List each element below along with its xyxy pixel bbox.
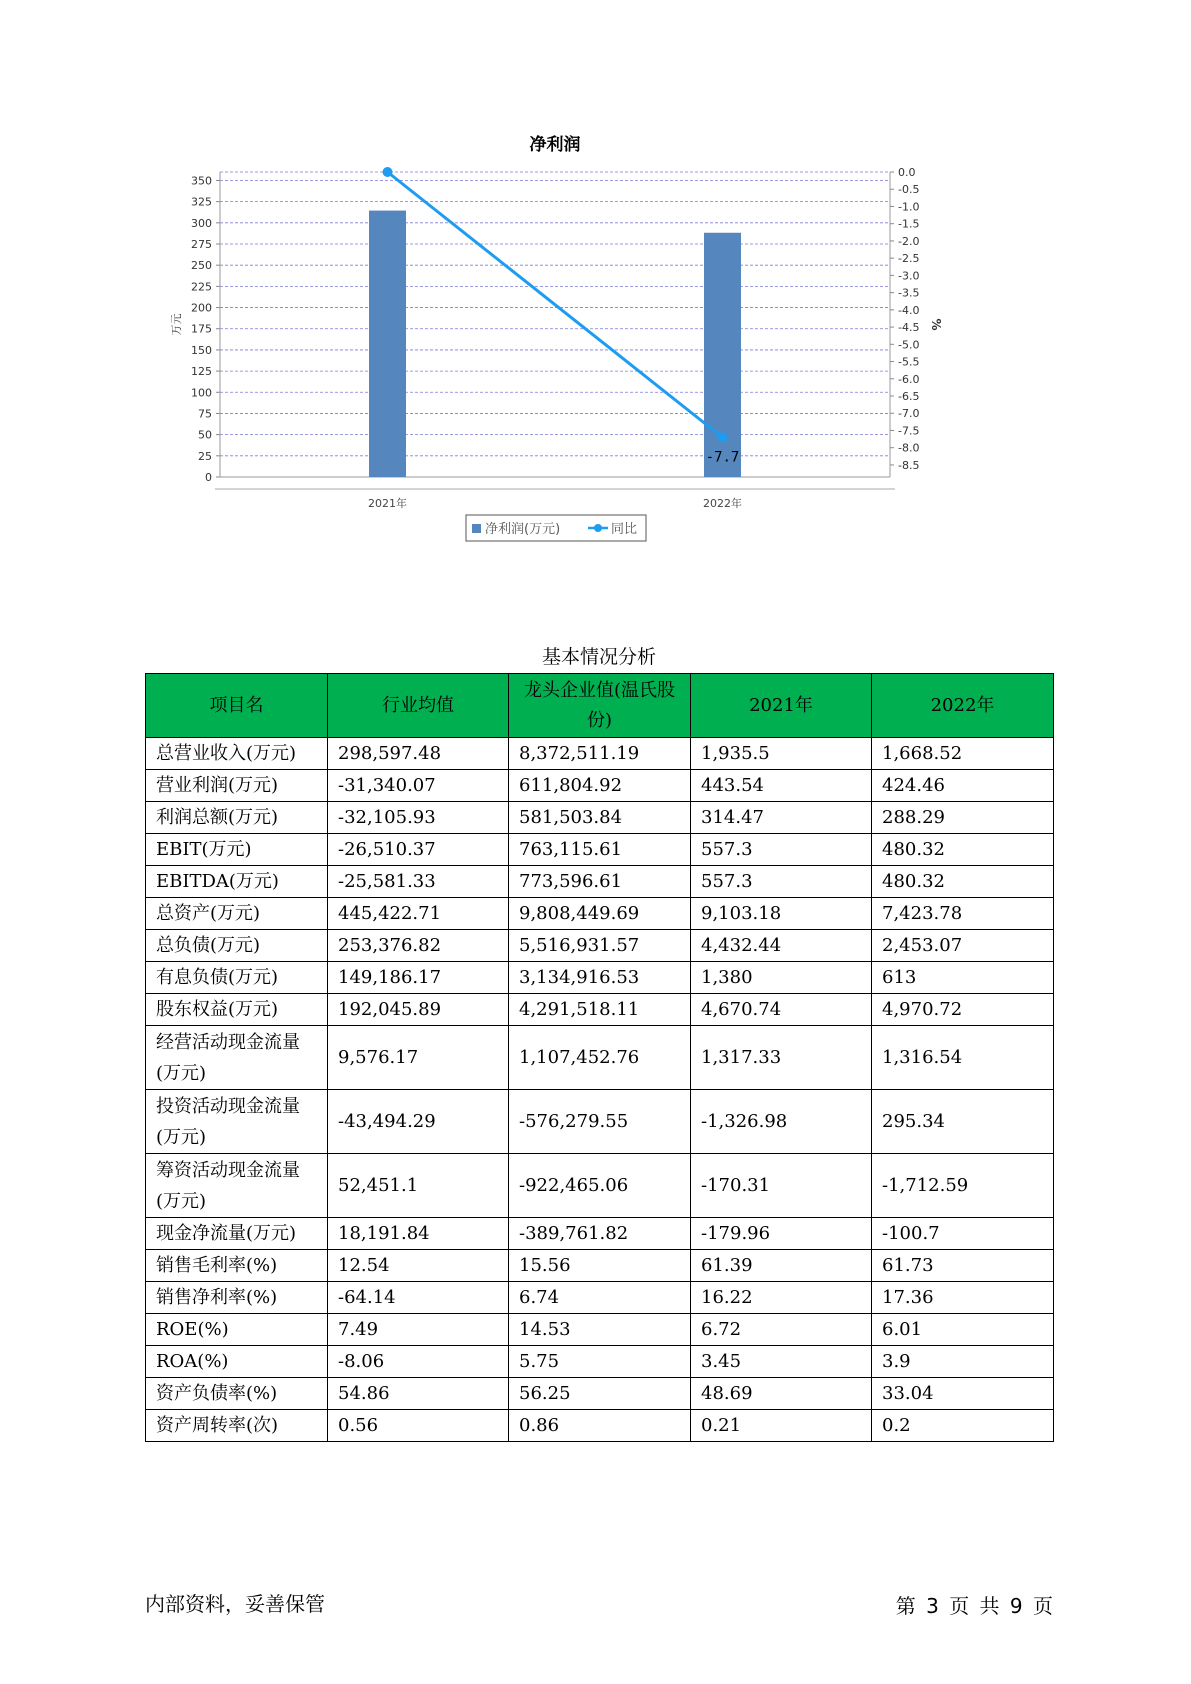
y2-tick-label: -1.0	[898, 200, 920, 214]
page-number	[896, 1590, 1053, 1619]
row-value: -1,326.98	[691, 1090, 872, 1154]
legend-swatch-bar	[472, 524, 481, 533]
row-value: -43,494.29	[328, 1090, 509, 1154]
row-value: 314.47	[691, 802, 872, 834]
table-row	[146, 866, 1054, 898]
row-value: 5,516,931.57	[509, 930, 691, 962]
y-tick-label: 300	[191, 216, 212, 230]
y2-tick-label: -7.0	[898, 407, 920, 421]
row-value: 6.74	[509, 1282, 691, 1314]
y-tick-label: 325	[191, 195, 212, 209]
yoy-point	[383, 167, 393, 177]
y2-tick-label: -6.0	[898, 372, 920, 386]
chart-title: 净利润	[529, 135, 581, 155]
header-industry-average: 行业均值	[328, 674, 509, 738]
footer-confidential-note: 内部资料，妥善保管	[145, 1592, 325, 1616]
table-header-row	[146, 674, 1054, 738]
row-label: 股东权益(万元)	[146, 994, 328, 1026]
row-value: -576,279.55	[509, 1090, 691, 1154]
y-tick-label: 0	[205, 471, 212, 484]
row-value: -26,510.37	[328, 834, 509, 866]
basic-analysis-table	[145, 673, 1054, 1442]
y2-tick-label: -2.0	[898, 234, 920, 248]
row-value: -25,581.33	[328, 866, 509, 898]
row-label: 总负债(万元)	[146, 930, 328, 962]
row-value: 0.21	[691, 1410, 872, 1442]
table-row	[146, 930, 1054, 962]
yoy-point	[718, 432, 728, 442]
row-value: 52,451.1	[328, 1154, 509, 1218]
row-value: 4,970.72	[872, 994, 1054, 1026]
y-tick-label: 25	[198, 449, 212, 463]
row-value: 7.49	[328, 1314, 509, 1346]
table-row	[146, 1154, 1054, 1218]
row-value: 0.56	[328, 1410, 509, 1442]
row-value: 9,808,449.69	[509, 898, 691, 930]
row-value: -170.31	[691, 1154, 872, 1218]
header-2022: 2022年	[872, 674, 1054, 738]
y-axis-label: 万元	[170, 313, 183, 336]
table-row	[146, 738, 1054, 770]
y2-tick-label: -3.0	[898, 269, 920, 283]
row-value: 48.69	[691, 1378, 872, 1410]
row-value: 424.46	[872, 770, 1054, 802]
row-value: 12.54	[328, 1250, 509, 1282]
row-value: 1,668.52	[872, 738, 1054, 770]
table-row	[146, 994, 1054, 1026]
table-row	[146, 1026, 1054, 1090]
row-value: -32,105.93	[328, 802, 509, 834]
x-tick-label: 2022年	[703, 497, 742, 510]
legend-label-line: 同比	[611, 522, 638, 537]
row-value: 4,432.44	[691, 930, 872, 962]
row-value: 480.32	[872, 834, 1054, 866]
row-value: 445,422.71	[328, 898, 509, 930]
row-value: 480.32	[872, 866, 1054, 898]
row-value: 33.04	[872, 1378, 1054, 1410]
table-row	[146, 1250, 1054, 1282]
table-row	[146, 898, 1054, 930]
y2-tick-label: -4.0	[898, 303, 920, 317]
table-row	[146, 770, 1054, 802]
table-row	[146, 1410, 1054, 1442]
row-label: 有息负债(万元)	[146, 962, 328, 994]
row-value: 9,576.17	[328, 1026, 509, 1090]
y-tick-label: 150	[191, 343, 212, 357]
table-row	[146, 802, 1054, 834]
row-value: 7,423.78	[872, 898, 1054, 930]
net-profit-chart	[160, 130, 1040, 600]
row-value: -179.96	[691, 1218, 872, 1250]
row-value: 18,191.84	[328, 1218, 509, 1250]
y-tick-label: 50	[198, 428, 212, 442]
chart-svg	[160, 130, 1040, 600]
table-row	[146, 1314, 1054, 1346]
y-tick-label: 175	[191, 322, 212, 336]
row-value: -922,465.06	[509, 1154, 691, 1218]
table-row	[146, 1282, 1054, 1314]
table-caption: 基本情况分析	[541, 646, 656, 668]
row-value: 1,317.33	[691, 1026, 872, 1090]
row-value: 6.72	[691, 1314, 872, 1346]
page-prefix: 第	[895, 1594, 916, 1618]
row-value: 1,380	[691, 962, 872, 994]
y2-tick-label: -5.5	[898, 355, 920, 369]
row-value: -389,761.82	[509, 1218, 691, 1250]
table-row	[146, 1378, 1054, 1410]
row-label: 总资产(万元)	[146, 898, 328, 930]
table-row	[146, 1346, 1054, 1378]
row-value: 611,804.92	[509, 770, 691, 802]
row-value: 557.3	[691, 866, 872, 898]
data-label: -7.7	[705, 449, 740, 466]
table-row	[146, 834, 1054, 866]
header-item-name: 项目名	[146, 674, 328, 738]
row-value: -64.14	[328, 1282, 509, 1314]
row-label: 销售毛利率(%)	[146, 1250, 328, 1282]
row-label: 总营业收入(万元)	[146, 738, 328, 770]
row-label: ROA(%)	[146, 1346, 328, 1378]
row-value: 61.39	[691, 1250, 872, 1282]
row-value: 253,376.82	[328, 930, 509, 962]
y2-tick-label: -8.0	[898, 441, 920, 455]
row-label: 销售净利率(%)	[146, 1282, 328, 1314]
table-row	[146, 962, 1054, 994]
table-body	[146, 738, 1054, 1442]
row-value: 3.45	[691, 1346, 872, 1378]
row-value: 3,134,916.53	[509, 962, 691, 994]
y-tick-label: 350	[191, 174, 212, 188]
y2-tick-label: -6.5	[898, 390, 920, 404]
x-tick-label: 2021年	[368, 497, 407, 510]
y2-tick-label: -4.5	[898, 321, 920, 335]
page-total: 9	[1009, 1594, 1023, 1618]
page-suffix: 页	[1033, 1594, 1053, 1618]
row-label: 投资活动现金流量(万元)	[146, 1090, 328, 1154]
y-tick-label: 200	[191, 301, 212, 315]
row-value: 298,597.48	[328, 738, 509, 770]
y-tick-label: 275	[191, 238, 212, 252]
row-value: 763,115.61	[509, 834, 691, 866]
page-total-prefix: 共	[979, 1594, 1000, 1618]
row-value: 0.86	[509, 1410, 691, 1442]
y2-tick-label: -8.5	[898, 458, 920, 472]
row-label: EBITDA(万元)	[146, 866, 328, 898]
row-value: 8,372,511.19	[509, 738, 691, 770]
header-2021: 2021年	[691, 674, 872, 738]
y-tick-label: 250	[191, 259, 212, 273]
row-label: EBIT(万元)	[146, 834, 328, 866]
y-tick-label: 125	[191, 365, 212, 379]
row-value: 192,045.89	[328, 994, 509, 1026]
row-value: -100.7	[872, 1218, 1054, 1250]
row-value: 4,670.74	[691, 994, 872, 1026]
table-row	[146, 1090, 1054, 1154]
row-label: 营业利润(万元)	[146, 770, 328, 802]
y2-tick-label: -5.0	[898, 338, 920, 352]
row-value: 3.9	[872, 1346, 1054, 1378]
yoy-line	[388, 172, 723, 437]
row-value: 17.36	[872, 1282, 1054, 1314]
row-value: 14.53	[509, 1314, 691, 1346]
row-value: 2,453.07	[872, 930, 1054, 962]
y2-tick-label: -7.5	[898, 424, 920, 438]
row-label: ROE(%)	[146, 1314, 328, 1346]
row-value: -8.06	[328, 1346, 509, 1378]
bar	[369, 211, 406, 477]
page-current: 3	[926, 1594, 939, 1618]
row-value: 288.29	[872, 802, 1054, 834]
row-value: 9,103.18	[691, 898, 872, 930]
row-label: 资产负债率(%)	[146, 1378, 328, 1410]
row-value: 0.2	[872, 1410, 1054, 1442]
row-value: 4,291,518.11	[509, 994, 691, 1026]
row-value: 16.22	[691, 1282, 872, 1314]
header-leader-value: 龙头企业值(温氏股份)	[509, 674, 691, 738]
y-tick-label: 75	[198, 407, 212, 421]
page-mid: 页	[949, 1594, 970, 1618]
table-row	[146, 1218, 1054, 1250]
row-value: 6.01	[872, 1314, 1054, 1346]
row-value: -1,712.59	[872, 1154, 1054, 1218]
legend-label-bar: 净利润(万元)	[485, 522, 561, 537]
y2-tick-label: -1.5	[898, 217, 920, 231]
row-value: -31,340.07	[328, 770, 509, 802]
row-value: 54.86	[328, 1378, 509, 1410]
y-tick-label: 100	[191, 386, 212, 400]
row-value: 61.73	[872, 1250, 1054, 1282]
row-value: 15.56	[509, 1250, 691, 1282]
row-value: 1,935.5	[691, 738, 872, 770]
row-value: 1,316.54	[872, 1026, 1054, 1090]
row-value: 773,596.61	[509, 866, 691, 898]
row-value: 295.34	[872, 1090, 1054, 1154]
y-tick-label: 225	[191, 280, 212, 294]
row-value: 581,503.84	[509, 802, 691, 834]
legend-swatch-dot	[594, 524, 602, 532]
row-value: 557.3	[691, 834, 872, 866]
y2-tick-label: 0.0	[898, 166, 916, 179]
row-label: 现金净流量(万元)	[146, 1218, 328, 1250]
row-label: 利润总额(万元)	[146, 802, 328, 834]
row-value: 1,107,452.76	[509, 1026, 691, 1090]
y2-tick-label: -3.5	[898, 286, 920, 300]
row-value: 56.25	[509, 1378, 691, 1410]
row-label: 经营活动现金流量(万元)	[146, 1026, 328, 1090]
row-value: 613	[872, 962, 1054, 994]
row-value: 149,186.17	[328, 962, 509, 994]
row-label: 筹资活动现金流量(万元)	[146, 1154, 328, 1218]
row-label: 资产周转率(次)	[146, 1410, 328, 1442]
y2-tick-label: -0.5	[898, 183, 920, 197]
y2-axis-label: %	[929, 318, 943, 331]
row-value: 5.75	[509, 1346, 691, 1378]
y2-tick-label: -2.5	[898, 252, 920, 266]
row-value: 443.54	[691, 770, 872, 802]
